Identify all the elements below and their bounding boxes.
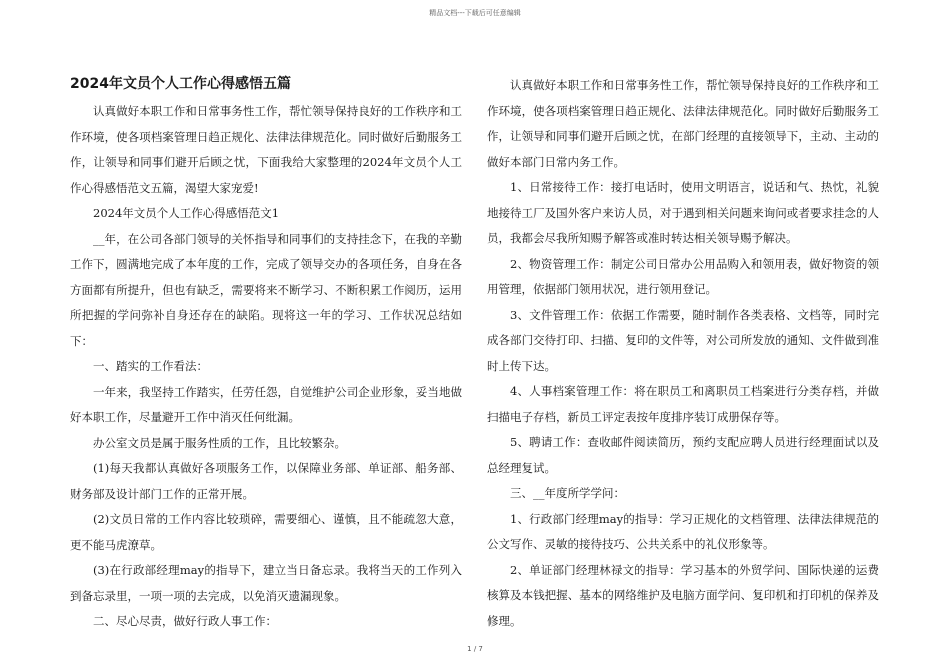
document-title: 2024年文员个人工作心得感悟五篇	[70, 76, 291, 92]
paragraph: 5、聘请工作：查收邮件阅读简历，预约支配应聘人员进行经理面试以及总经理复试。	[487, 435, 879, 475]
paragraph: __年，在公司各部门领导的关怀指导和同事们的支持挂念下，在我的辛勤工作下，圆满地完成了本年度的工作，完成了领导交办的各项任务，自身在各方面都有所提升，但也有缺乏，需要将来不断学习、不断积累工作阅历，运用所把握的学问弥补自身还存在的缺陷。现将这一年的学习、工作状况总结如下：	[70, 231, 462, 348]
paragraph: 认真做好本职工作和日常事务性工作，帮忙领导保持良好的工作秩序和工作环境，使各项档案管理日趋正规化、法律法律规范化。同时做好后勤服务工作，让领导和同事们避开后顾之忧，在部门经理的直接领导下，主动、主动的做好本部门日常内务工作。	[487, 78, 879, 169]
paragraph: 一年来，我坚持工作踏实，任劳任怨，自觉维护公司企业形象，妥当地做好本职工作，尽量避开工作中消灭任何纰漏。	[70, 384, 462, 424]
paragraph: 2024年文员个人工作心得感悟范文1	[93, 206, 280, 220]
paragraph: (1)每天我都认真做好各项服务工作，以保障业务部、单证部、船务部、财务部及设计部门工作的正常开展。	[70, 461, 462, 501]
paragraph: 2、物资管理工作：制定公司日常办公用品购入和领用表，做好物资的领用管理，依据部门领用状况，进行领用登记。	[487, 256, 879, 296]
paragraph: 1、行政部门经理may的指导：学习正规化的文档管理、法律法律规范的公文写作、灵敏的接待技巧、公共关系中的礼仪形象等。	[487, 511, 879, 551]
paragraph: 1、日常接待工作：接打电话时，使用文明语言，说话和气、热忱，礼貌地接待工厂及国外客户来访人员，对于遇到相关问题来询问或者要求挂念的人员，我都会尽我所知赐予解答或准时转达相关领导赐予解决。	[487, 180, 879, 245]
paragraph: 二、尽心尽责，做好行政人事工作：	[93, 614, 277, 628]
left-column	[70, 73, 462, 635]
paragraph: 4、人事档案管理工作：将在职员工和离职员工档案进行分类存档，并做扫描电子存档，新员工评定表按年度排序装订成册保存等。	[487, 384, 879, 424]
page-header: 精品文档---下载后可任意编辑	[429, 9, 521, 17]
paragraph: (3)在行政部经理may的指导下，建立当日备忘录。我将当天的工作列入到备忘录里，一项一项的去完成，以免消灭遗漏现象。	[70, 563, 462, 603]
right-column	[487, 73, 879, 634]
paragraph: 一、踏实的工作看法：	[93, 359, 208, 373]
paragraph: 2、单证部门经理林禄文的指导：学习基本的外贸学问、国际快递的运费核算及本钱把握、基本的网络维护及电脑方面学问、复印机和打印机的保养及修理。	[487, 562, 879, 628]
paragraph: 办公室文员是属于服务性质的工作，且比较繁杂。	[93, 435, 346, 450]
page-number: 1 / 7	[467, 645, 483, 653]
paragraph: (2)文员日常的工作内容比较琐碎，需要细心、谨慎，且不能疏忽大意，更不能马虎潦草。	[70, 512, 462, 552]
paragraph: 三、__年度所学学问：	[510, 486, 625, 500]
paragraph: 认真做好本职工作和日常事务性工作，帮忙领导保持良好的工作秩序和工作环境，使各项档案管理日趋正规化、法律法律规范化。同时做好后勤服务工作，让领导和同事们避开后顾之忧，下面我给大家整理的2024年文员个人工作心得感悟范文五篇，渴望大家宠爱!	[70, 104, 462, 195]
paragraph: 3、文件管理工作：依据工作需要，随时制作各类表格、文档等，同时完成各部门交待打印、扫描、复印的文件等，对公司所发放的通知、文件做到准时上传下达。	[487, 307, 879, 373]
